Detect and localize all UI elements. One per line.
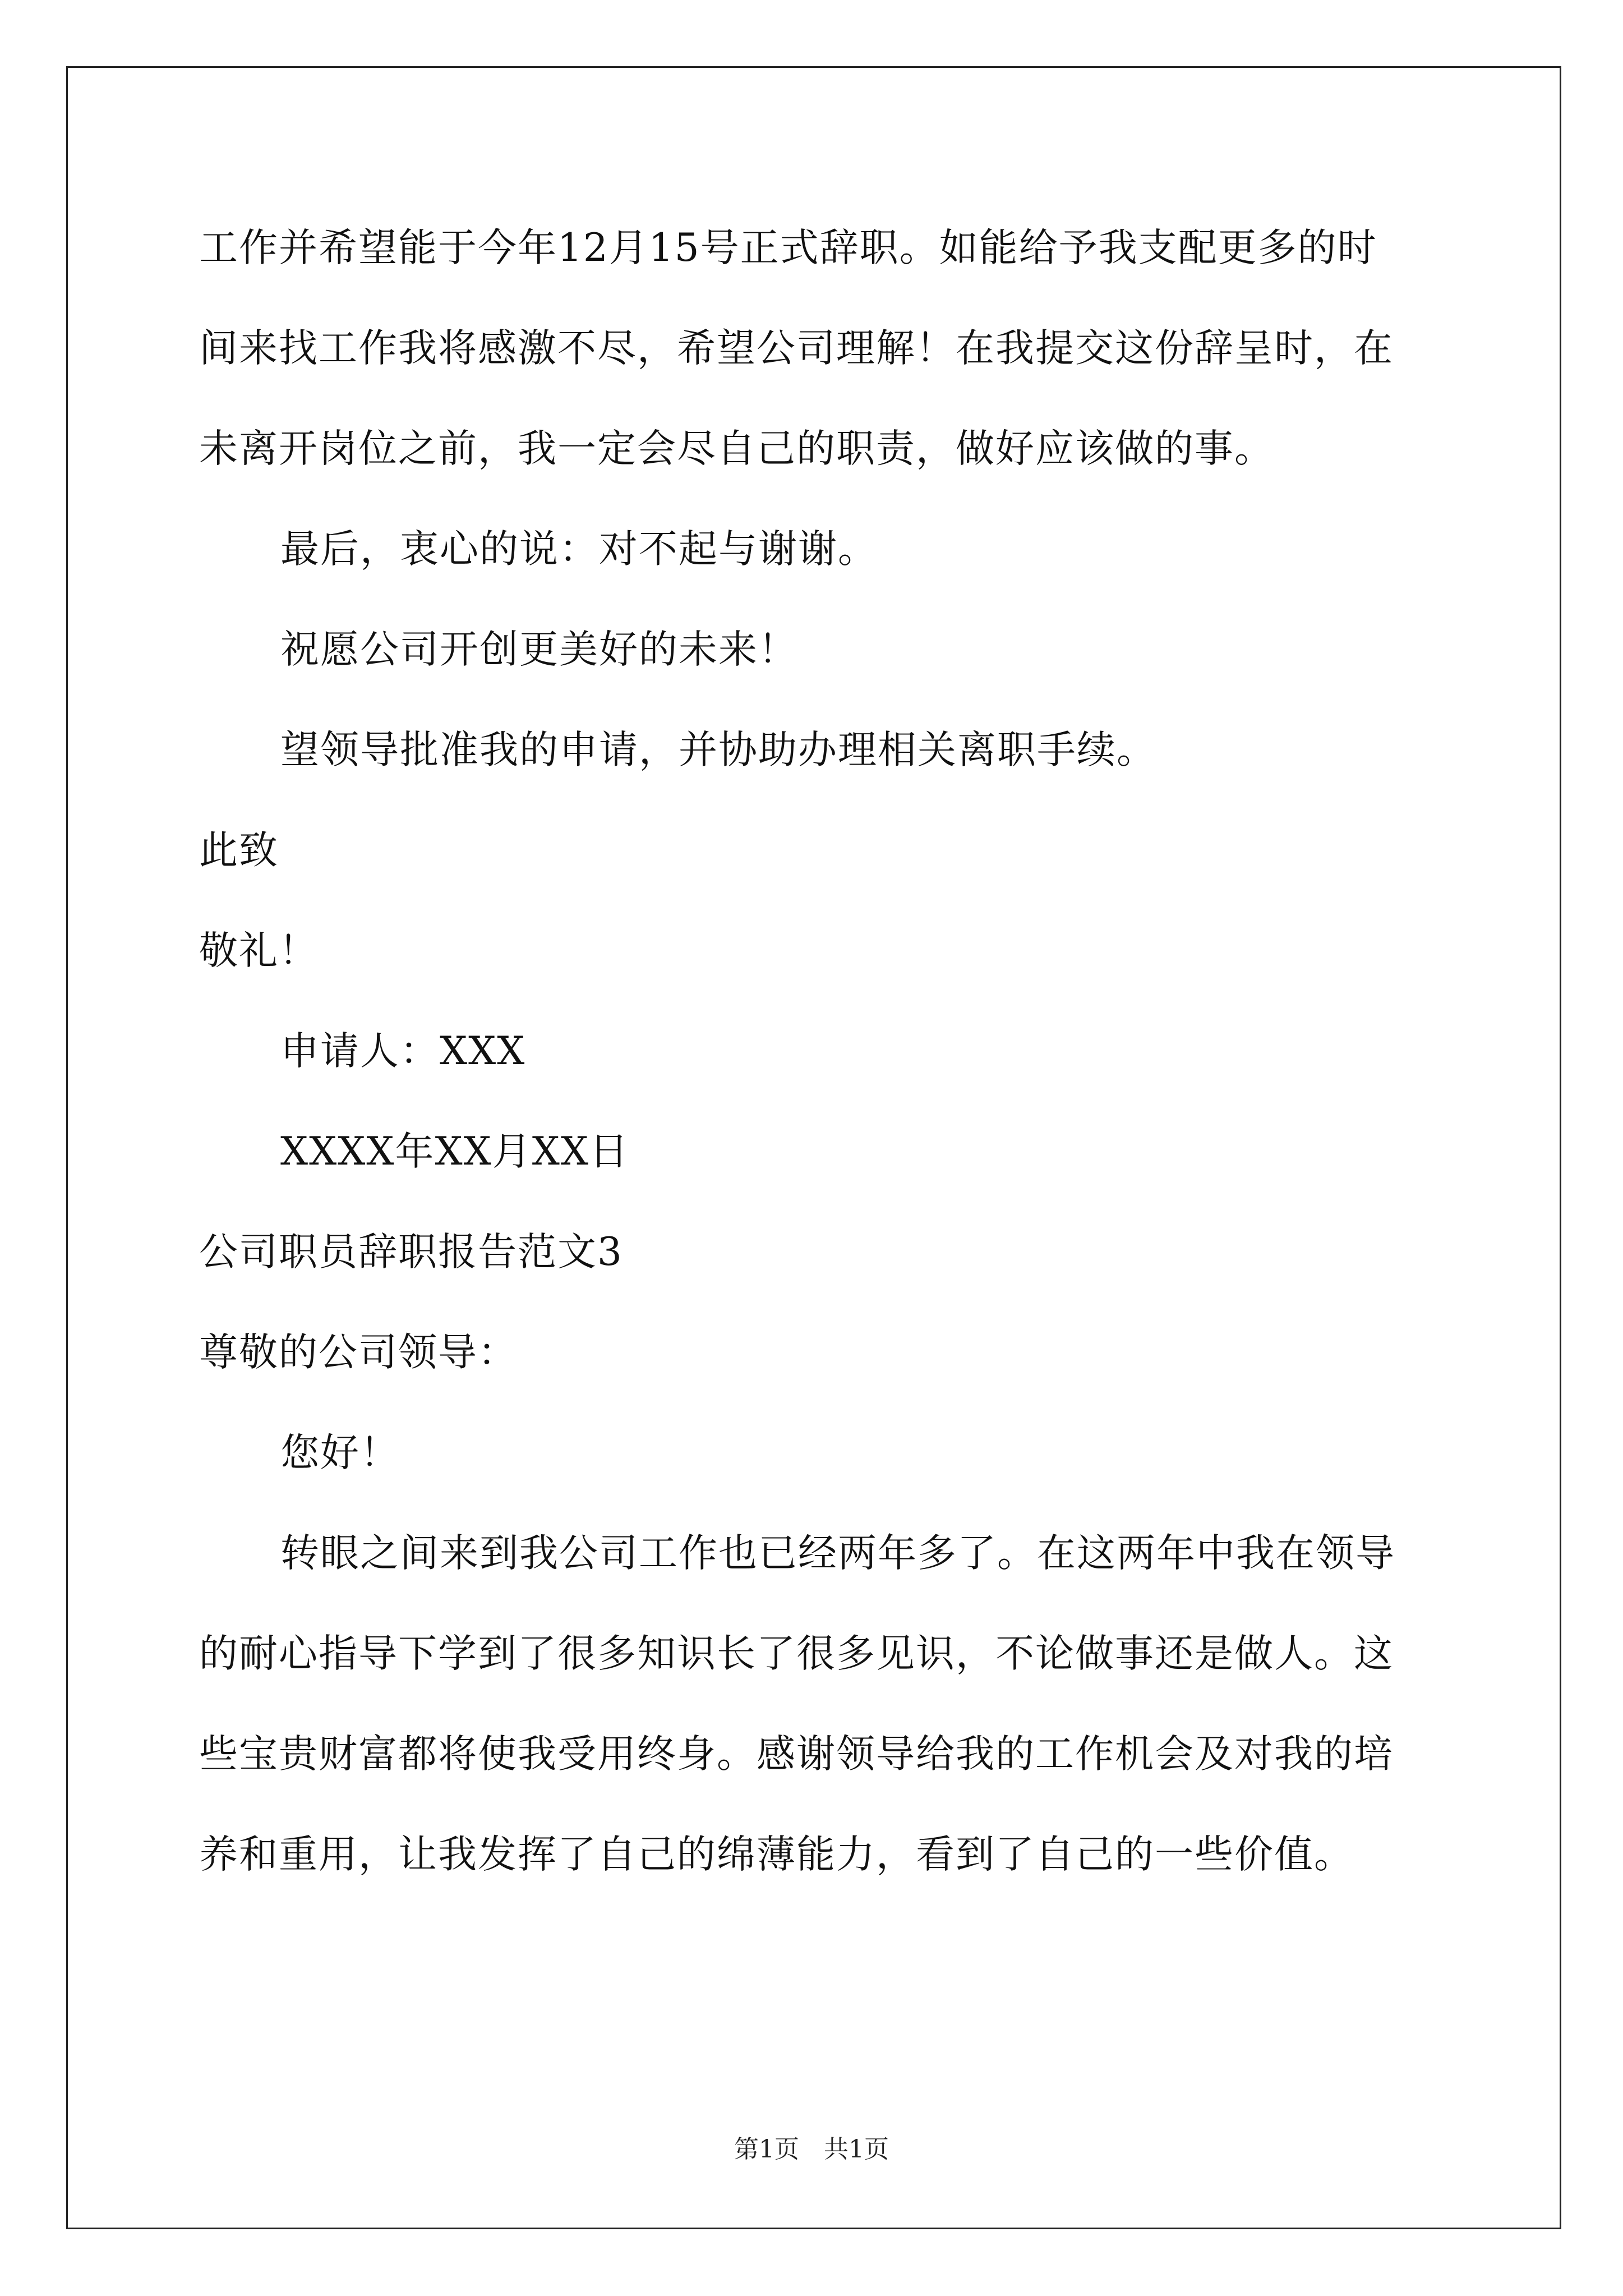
salutation-jing-li: 敬礼！ bbox=[199, 928, 319, 973]
paragraph-line: 工作并希望能于今年12月15号正式辞职。如能给予我支配更多的时 bbox=[199, 226, 1377, 270]
paragraph-line: 的耐心指导下学到了很多知识长了很多见识，不论做事还是做人。这 bbox=[199, 1631, 1394, 1676]
greeting-line: 您好！ bbox=[280, 1430, 400, 1475]
paragraph-line: 未离开岗位之前，我一定会尽自己的职责，做好应该做的事。 bbox=[199, 426, 1274, 471]
wish-line: 祝愿公司开创更美好的未来！ bbox=[280, 627, 798, 672]
request-line: 望领导批准我的申请，并协助办理相关离职手续。 bbox=[280, 728, 1156, 772]
paragraph-line: 些宝贵财富都将使我受用终身。感谢领导给我的工作机会及对我的培 bbox=[199, 1732, 1394, 1777]
salutation-ci-zhi: 此致 bbox=[199, 828, 279, 873]
closing-thanks: 最后，衷心的说：对不起与谢谢。 bbox=[280, 527, 878, 572]
section-title: 公司职员辞职报告范文3 bbox=[199, 1230, 623, 1274]
page-footer: 第1页 共1页 bbox=[734, 2135, 889, 2164]
paragraph-line: 养和重用，让我发挥了自己的绵薄能力，看到了自己的一些价值。 bbox=[199, 1832, 1354, 1877]
paragraph-line: 间来找工作我将感激不尽，希望公司理解！在我提交这份辞呈时，在 bbox=[199, 326, 1394, 371]
addressee-line: 尊敬的公司领导： bbox=[199, 1330, 518, 1375]
date-line: XXXX年XX月XX日 bbox=[280, 1129, 629, 1174]
paragraph-line: 转眼之间来到我公司工作也已经两年多了。在这两年中我在领导 bbox=[280, 1531, 1395, 1576]
applicant-line: 申请人：XXX bbox=[280, 1029, 526, 1074]
